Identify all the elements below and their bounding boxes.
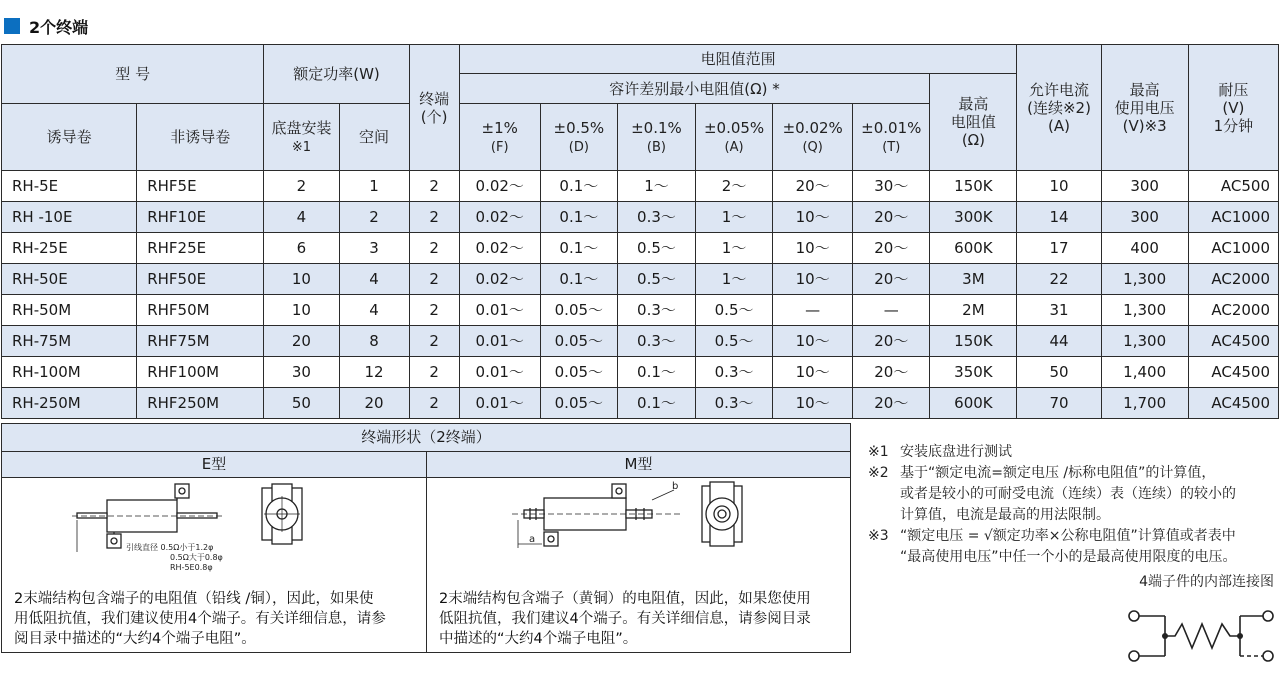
cell-wv: AC2000 <box>1188 295 1278 326</box>
cell-a: 1～ <box>696 233 773 264</box>
cell-t: 20～ <box>853 388 930 419</box>
header-max-voltage: 最高 使用电压 (V)※3 <box>1101 45 1188 171</box>
cell-cur: 14 <box>1017 202 1101 233</box>
cell-b: 1～ <box>617 171 695 202</box>
terminal-shape-title: 终端形状（2终端） <box>2 424 850 452</box>
cell-a: 0.3～ <box>696 388 773 419</box>
m-dim-a: a <box>529 534 536 545</box>
cell-q: 10～ <box>773 326 853 357</box>
cell-volt: 300 <box>1101 202 1188 233</box>
cell-non: RHF75M <box>137 326 264 357</box>
cell-term: 2 <box>409 264 459 295</box>
cell-a: 0.3～ <box>696 357 773 388</box>
cell-chassis: 2 <box>264 171 339 202</box>
table-row <box>2 171 1279 202</box>
section-title: 2个终端 <box>29 17 89 37</box>
header-withstand-voltage: 耐压 (V) 1分钟 <box>1188 45 1278 171</box>
cell-b: 0.3～ <box>617 326 695 357</box>
cell-ind: RH-5E <box>2 171 137 202</box>
section-marker-icon <box>4 18 20 34</box>
cell-f: 0.01～ <box>459 388 540 419</box>
cell-non: RHF100M <box>137 357 264 388</box>
table-row <box>2 357 1279 388</box>
cell-chassis: 10 <box>264 295 339 326</box>
cell-volt: 1,400 <box>1101 357 1188 388</box>
header-tol-q: ±0.02% (Q) <box>773 104 853 171</box>
cell-d: 0.1～ <box>540 202 617 233</box>
cell-term: 2 <box>409 233 459 264</box>
cell-t: 20～ <box>853 202 930 233</box>
header-inductive: 诱导卷 <box>2 104 137 171</box>
cell-q: 10～ <box>773 388 853 419</box>
cell-non: RHF50M <box>137 295 264 326</box>
table-row <box>2 388 1279 419</box>
cell-ind: RH-25E <box>2 233 137 264</box>
header-tolerance-min: 容许差别最小电阻值(Ω) * <box>459 74 930 104</box>
cell-volt: 1,300 <box>1101 326 1188 357</box>
m-type-drawing <box>512 480 762 580</box>
cell-d: 0.05～ <box>540 295 617 326</box>
terminal-shape-panel <box>1 423 851 653</box>
cell-non: RHF50E <box>137 264 264 295</box>
cell-air: 12 <box>339 357 409 388</box>
header-chassis: 底盘安装 ※1 <box>264 104 339 171</box>
cell-non: RHF5E <box>137 171 264 202</box>
cell-wv: AC1000 <box>1188 202 1278 233</box>
note-2: ※2 基于“额定电流=额定电压 /标称电阻值”的计算值， <box>868 465 1216 481</box>
cell-maxr: 600K <box>930 388 1017 419</box>
header-model: 型 号 <box>2 45 264 104</box>
cell-cur: 70 <box>1017 388 1101 419</box>
cell-f: 0.02～ <box>459 233 540 264</box>
cell-air: 20 <box>339 388 409 419</box>
cell-term: 2 <box>409 202 459 233</box>
cell-t: 20～ <box>853 326 930 357</box>
cell-d: 0.1～ <box>540 233 617 264</box>
cell-d: 0.05～ <box>540 326 617 357</box>
cell-chassis: 10 <box>264 264 339 295</box>
cell-f: 0.02～ <box>459 264 540 295</box>
cell-q: 20～ <box>773 171 853 202</box>
cell-cur: 31 <box>1017 295 1101 326</box>
table-row <box>2 264 1279 295</box>
cell-d: 0.05～ <box>540 357 617 388</box>
cell-wv: AC2000 <box>1188 264 1278 295</box>
cell-b: 0.5～ <box>617 233 695 264</box>
cell-ind: RH -10E <box>2 202 137 233</box>
wiring-caption: 4端子件的内部连接图 <box>1139 574 1274 590</box>
cell-maxr: 2M <box>930 295 1017 326</box>
cell-q: 10～ <box>773 202 853 233</box>
table-row <box>2 202 1279 233</box>
cell-non: RHF250M <box>137 388 264 419</box>
cell-t: — <box>853 295 930 326</box>
table-row <box>2 295 1279 326</box>
table-row <box>2 233 1279 264</box>
footnotes: ※1 安装底盘进行测试 ※2 基于“额定电流=额定电压 /标称电阻值”的计算值， 或者是较小的可耐受电流（连续）表（连续）的较小的 计算值，电流是最高的用法限制。 ※3 “额定电压 = √额定功率×公称电阻值”计算值或者表中 “最高使用电压”中任一个小的是最高使用限度的电压。 4端子件的内部连接图 <box>868 442 1278 593</box>
cell-non: RHF10E <box>137 202 264 233</box>
cell-volt: 300 <box>1101 171 1188 202</box>
header-resistance-range: 电阻值范围 <box>459 45 1017 74</box>
cell-d: 0.05～ <box>540 388 617 419</box>
four-terminal-wiring-diagram <box>1120 606 1278 668</box>
header-tol-b: ±0.1% (B) <box>617 104 695 171</box>
header-tol-a: ±0.05% (A) <box>696 104 773 171</box>
cell-a: 0.5～ <box>696 326 773 357</box>
cell-wv: AC1000 <box>1188 233 1278 264</box>
cell-f: 0.01～ <box>459 295 540 326</box>
header-tol-t: ±0.01% (T) <box>853 104 930 171</box>
cell-air: 8 <box>339 326 409 357</box>
cell-term: 2 <box>409 295 459 326</box>
header-tol-f: ±1% (F) <box>459 104 540 171</box>
cell-b: 0.1～ <box>617 357 695 388</box>
header-current: 允许电流 (连续※2) (A) <box>1017 45 1101 171</box>
cell-volt: 1,300 <box>1101 295 1188 326</box>
m-type-description: 2末端结构包含端子（黄铜）的电阻值，因此，如果您使用 低阻抗值，我们建议4个端子。有关详细信息，请参阅目录 中描述的“大约4个端子电阻”。 <box>439 591 811 647</box>
cell-maxr: 150K <box>930 326 1017 357</box>
cell-term: 2 <box>409 171 459 202</box>
header-air: 空间 <box>339 104 409 171</box>
e-lead-note-3: RH-5E0.8φ <box>170 563 213 572</box>
cell-air: 4 <box>339 264 409 295</box>
spec-table <box>1 44 1279 419</box>
panel-divider <box>426 452 427 652</box>
cell-ind: RH-75M <box>2 326 137 357</box>
cell-maxr: 600K <box>930 233 1017 264</box>
cell-maxr: 300K <box>930 202 1017 233</box>
cell-f: 0.02～ <box>459 171 540 202</box>
cell-term: 2 <box>409 326 459 357</box>
cell-a: 0.5～ <box>696 295 773 326</box>
cell-ind: RH-100M <box>2 357 137 388</box>
cell-volt: 1,300 <box>1101 264 1188 295</box>
cell-air: 2 <box>339 202 409 233</box>
e-type-drawing <box>72 480 312 580</box>
cell-ind: RH-250M <box>2 388 137 419</box>
section-header <box>4 14 88 38</box>
cell-b: 0.1～ <box>617 388 695 419</box>
cell-f: 0.01～ <box>459 357 540 388</box>
cell-cur: 50 <box>1017 357 1101 388</box>
e-type-description: 2末端结构包含端子的电阻值（铅线 /铜），因此，如果使 用低阻抗值，我们建议使用4个端子。有关详细信息，请参 阅目录中描述的“大约4个端子电阻”。 <box>14 591 386 647</box>
cell-t: 20～ <box>853 233 930 264</box>
note-1: ※1 安装底盘进行测试 <box>868 444 1012 460</box>
e-lead-note-2: 0.5Ω大于0.8φ <box>170 553 223 562</box>
cell-wv: AC4500 <box>1188 326 1278 357</box>
cell-non: RHF25E <box>137 233 264 264</box>
cell-ind: RH-50E <box>2 264 137 295</box>
cell-cur: 10 <box>1017 171 1101 202</box>
cell-air: 1 <box>339 171 409 202</box>
cell-volt: 400 <box>1101 233 1188 264</box>
cell-cur: 44 <box>1017 326 1101 357</box>
cell-q: 10～ <box>773 357 853 388</box>
cell-f: 0.01～ <box>459 326 540 357</box>
cell-b: 0.5～ <box>617 264 695 295</box>
m-type-title: M型 <box>427 452 850 478</box>
e-lead-note-1: 引线直径 0.5Ω小于1.2φ <box>126 543 214 552</box>
cell-volt: 1,700 <box>1101 388 1188 419</box>
cell-chassis: 20 <box>264 326 339 357</box>
cell-chassis: 6 <box>264 233 339 264</box>
table-row <box>2 326 1279 357</box>
cell-a: 2～ <box>696 171 773 202</box>
cell-air: 4 <box>339 295 409 326</box>
cell-f: 0.02～ <box>459 202 540 233</box>
cell-ind: RH-50M <box>2 295 137 326</box>
header-power: 额定功率(W) <box>264 45 409 104</box>
cell-maxr: 150K <box>930 171 1017 202</box>
cell-air: 3 <box>339 233 409 264</box>
cell-d: 0.1～ <box>540 171 617 202</box>
cell-maxr: 3M <box>930 264 1017 295</box>
cell-b: 0.3～ <box>617 295 695 326</box>
header-tol-d: ±0.5% (D) <box>540 104 617 171</box>
cell-q: 10～ <box>773 264 853 295</box>
cell-b: 0.3～ <box>617 202 695 233</box>
header-noninductive: 非诱导卷 <box>137 104 264 171</box>
cell-t: 20～ <box>853 357 930 388</box>
header-terminals: 终端 (个) <box>409 45 459 171</box>
note-3: ※3 “额定电压 = √额定功率×公称电阻值”计算值或者表中 <box>868 528 1236 544</box>
cell-q: — <box>773 295 853 326</box>
cell-chassis: 50 <box>264 388 339 419</box>
cell-a: 1～ <box>696 202 773 233</box>
cell-d: 0.1～ <box>540 264 617 295</box>
cell-t: 20～ <box>853 264 930 295</box>
cell-wv: AC4500 <box>1188 388 1278 419</box>
cell-cur: 17 <box>1017 233 1101 264</box>
cell-chassis: 4 <box>264 202 339 233</box>
cell-q: 10～ <box>773 233 853 264</box>
cell-wv: AC4500 <box>1188 357 1278 388</box>
header-max-resistance: 最高 电阻值 (Ω) <box>930 74 1017 171</box>
cell-wv: AC500 <box>1188 171 1278 202</box>
e-type-title: E型 <box>2 452 426 478</box>
cell-t: 30～ <box>853 171 930 202</box>
cell-term: 2 <box>409 388 459 419</box>
cell-cur: 22 <box>1017 264 1101 295</box>
cell-term: 2 <box>409 357 459 388</box>
cell-chassis: 30 <box>264 357 339 388</box>
m-dim-b: b <box>672 481 679 492</box>
cell-maxr: 350K <box>930 357 1017 388</box>
cell-a: 1～ <box>696 264 773 295</box>
